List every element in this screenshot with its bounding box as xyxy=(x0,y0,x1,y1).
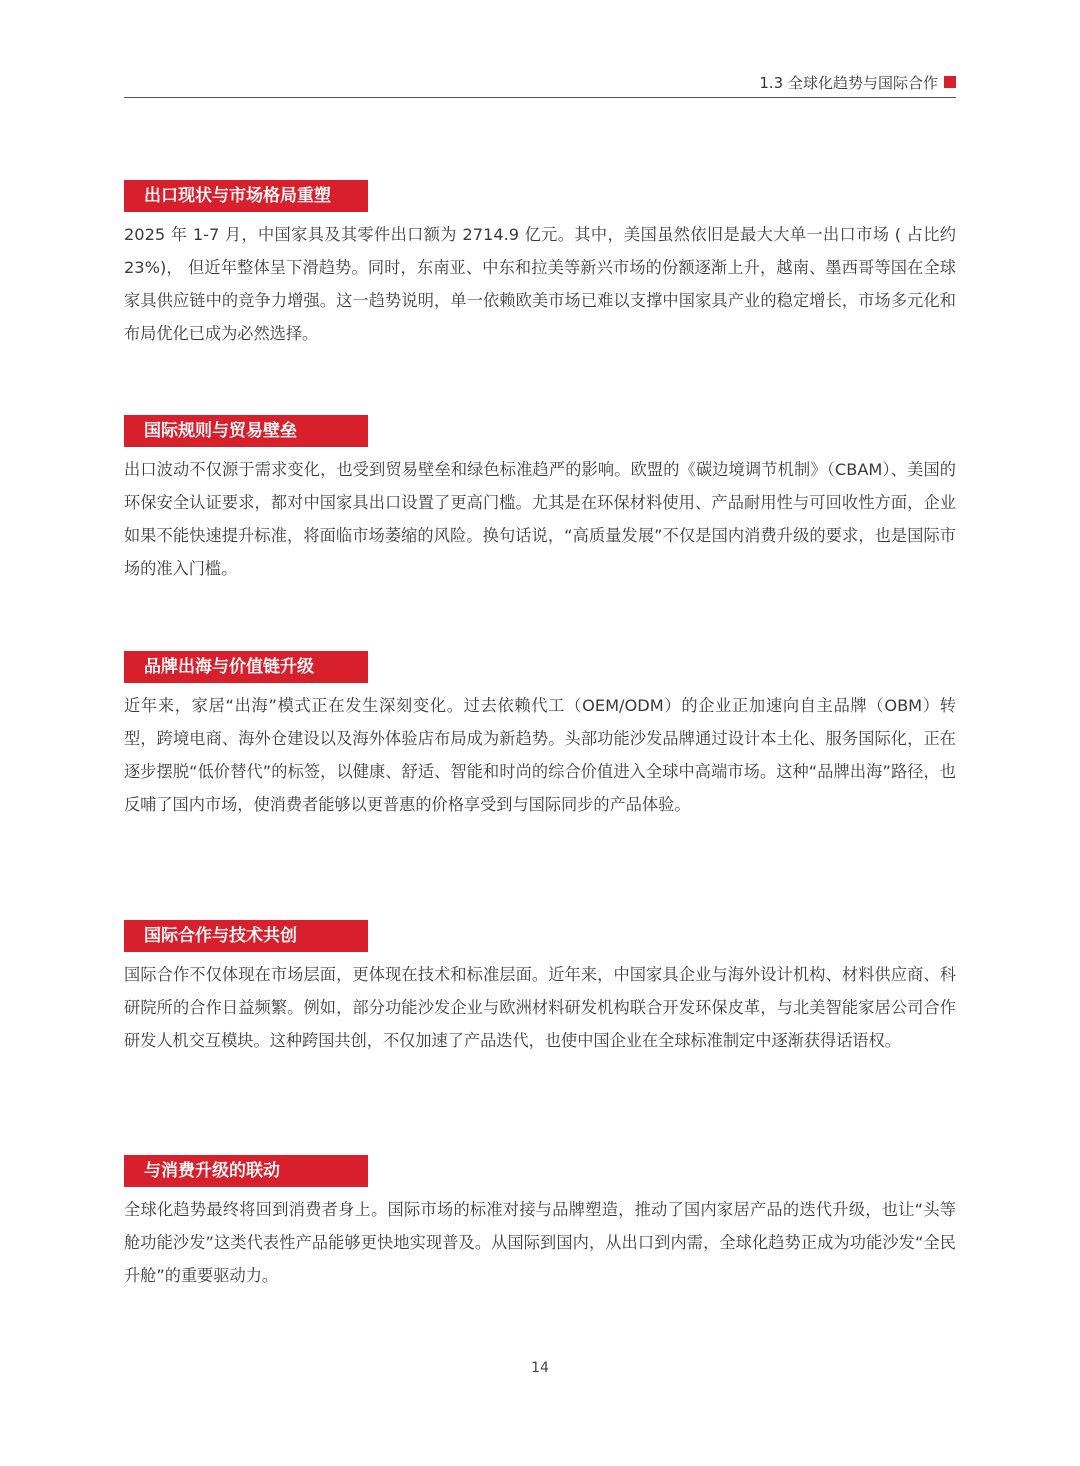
section-heading: 出口现状与市场格局重塑 xyxy=(124,180,368,212)
section-heading: 国际合作与技术共创 xyxy=(124,920,368,952)
section-paragraph: 国际合作不仅体现在市场层面，更体现在技术和标准层面。近年来，中国家具企业与海外设计机构、材料供应商、科研院所的合作日益频繁。例如，部分功能沙发企业与欧洲材料研发机构联合开发环保皮革，与北美智能家居公司合作研发人机交互模块。这种跨国共创，不仅加速了产品迭代，也使中国企业在全球标准制定中逐渐获得话语权。 xyxy=(124,965,956,1050)
running-header-title: 1.3 全球化趋势与国际合作 xyxy=(759,74,938,92)
section-paragraph: 2025 年 1-7 月，中国家具及其零件出口额为 2714.9 亿元。其中，美国虽然依旧是最大大单一出口市场 ( 占比约 23%)， 但近年整体呈下滑趋势。同时，东南亚、中东和拉美等新兴市场的份额逐渐上升，越南、墨西哥等国在全球家具供应链中的竞争力增强。这一趋势说明，单一依赖欧美市场已难以支撑中国家具产业的稳定增长，市场多元化和布局优化已成为必然选择。 xyxy=(124,225,956,343)
section-brand-overseas xyxy=(124,651,956,821)
section-trade-barriers xyxy=(124,415,956,585)
section-heading: 与消费升级的联动 xyxy=(124,1155,368,1187)
section-paragraph: 全球化趋势最终将回到消费者身上。国际市场的标准对接与品牌塑造，推动了国内家居产品的迭代升级，也让“头等舱功能沙发”这类代表性产品能够更快地实现普及。从国际到国内，从出口到内需，全球化趋势正成为功能沙发“全民升舱”的重要驱动力。 xyxy=(124,1200,956,1285)
header-marker-square-icon xyxy=(944,76,956,88)
page-number: 14 xyxy=(531,1360,549,1376)
section-heading: 国际规则与贸易壁垒 xyxy=(124,415,368,447)
section-paragraph: 出口波动不仅源于需求变化，也受到贸易壁垒和绿色标准趋严的影响。欧盟的《碳边境调节机制》（CBAM）、美国的环保安全认证要求，都对中国家具出口设置了更高门槛。尤其是在环保材料使用、产品耐用性与可回收性方面，企业如果不能快速提升标准，将面临市场萎缩的风险。换句话说，“高质量发展”不仅是国内消费升级的要求，也是国际市场的准入门槛。 xyxy=(124,460,956,578)
section-heading: 品牌出海与价值链升级 xyxy=(124,651,368,683)
section-paragraph: 近年来，家居“出海”模式正在发生深刻变化。过去依赖代工（OEM/ODM）的企业正加速向自主品牌（OBM）转型，跨境电商、海外仓建设以及海外体验店布局成为新趋势。头部功能沙发品牌通过设计本土化、服务国际化，正在逐步摆脱“低价替代”的标签，以健康、舒适、智能和时尚的综合价值进入全球中高端市场。这种“品牌出海”路径，也反哺了国内市场，使消费者能够以更普惠的价格享受到与国际同步的产品体验。 xyxy=(124,696,956,814)
section-tech-cooperation xyxy=(124,920,956,1057)
running-header xyxy=(124,70,956,98)
section-export-status xyxy=(124,180,956,350)
section-consumption-upgrade xyxy=(124,1155,956,1292)
